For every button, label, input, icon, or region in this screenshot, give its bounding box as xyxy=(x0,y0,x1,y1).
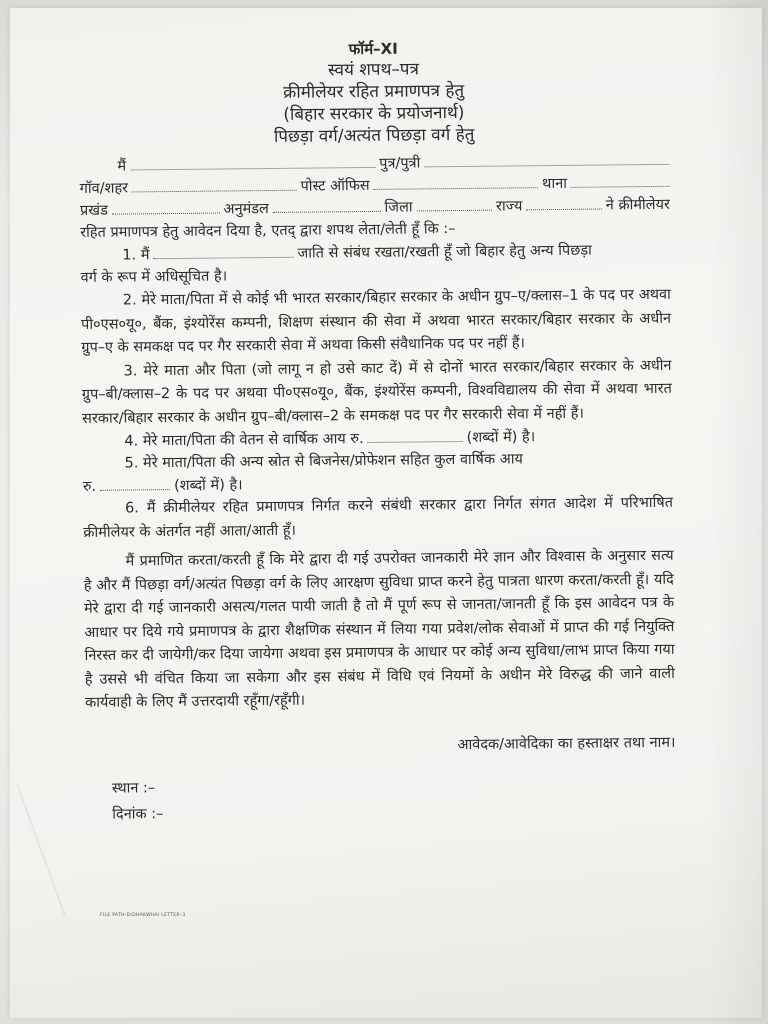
salary-income-field[interactable] xyxy=(368,427,463,443)
label-creamy: ने क्रीमीलेयर xyxy=(605,196,670,214)
point-5-label: रु. xyxy=(82,478,97,495)
place-date-block xyxy=(86,769,677,827)
declaration: मैं प्रमाणित करता/करती हूँ कि मेरे द्वारा दी गई उपरोक्त जानकारी मेरे ज्ञान और विश्वास के अनुसार सत्य है और मैं पिछड़ा वर्ग/अत्यंत पिछड़ा वर्ग के लिए आरक्षण सुविधा प्राप्त करने हेतु पात्रता धारण करता/करती हूँ। यदि मेरे द्वारा दी गई जानकारी असत्य/गलत पायी जाती है तो मैं पूर्ण रूप से जानता/जानती हूँ कि इस आवेदन पत्र के आधार पर दिये गये प्रमाणपत्र के द्वारा शैक्षणिक संस्थान में लिया गया प्रवेश/लोक सेवाओं में प्राप्त की गई नियुक्ति निरस्त कर दी जायेगी/कर दिया जायेगा अथवा इस प्रमाणपत्र के आधार पर कोई अन्य सुविधा/लाभ प्राप्त किया गया है उससे भी वंचित किया जा सकेगा और इस संबंध में विधि एवं नियमों के अधीन मेरे विरुद्ध की जाने वाली कार्यवाही के लिए मैं उत्तरदायी रहूँगा/रहूँगी। xyxy=(83,547,675,711)
file-path-note: FILE PATH-D/DHAKWHAI LETTER–3 xyxy=(100,913,186,918)
point-1-end: वर्ग के रूप में अधिसूचित है। xyxy=(80,268,228,286)
date-label: दिनांक :– xyxy=(112,805,164,823)
parent-name-field[interactable] xyxy=(424,150,669,168)
intro-text: रहित प्रमाणपत्र हेतु आवेदन दिया है, एतद् द्वारा शपथ लेता/लेती हूँ कि :– xyxy=(80,221,456,241)
place-label: स्थान :– xyxy=(111,779,156,797)
district-field[interactable] xyxy=(417,196,493,212)
form-title: स्वयं शपथ–पत्र xyxy=(327,59,420,81)
subdivision-field[interactable] xyxy=(273,197,381,213)
form-number: फॉर्म–XI xyxy=(348,39,398,59)
form-purpose: (बिहार सरकार के प्रयोजनार्थ) xyxy=(283,102,465,125)
other-income-field[interactable] xyxy=(100,475,170,491)
label-putra: पुत्र/पुत्री xyxy=(379,155,421,172)
block-field[interactable] xyxy=(112,199,220,215)
label-rajya: राज्य xyxy=(495,198,523,215)
point-5-text: 5. मेरे माता/पिता की अन्य स्रोत से बिजनेस/प्रोफेशन सहित कुल वार्षिक आय xyxy=(124,451,523,472)
point-1-text: जाति से संबंध रखता/रखती हूँ जो बिहार हेतु अन्य पिछड़ा xyxy=(297,242,592,262)
village-field[interactable] xyxy=(132,176,297,193)
form-category: पिछड़ा वर्ग/अत्यंत पिछड़ा वर्ग हेतु xyxy=(273,124,475,147)
name-field[interactable] xyxy=(130,153,375,171)
label-gaon: गॉव/शहर xyxy=(79,180,129,197)
label-thana: थाना xyxy=(542,175,568,193)
thana-field[interactable] xyxy=(571,172,670,188)
label-mai: मैं xyxy=(117,158,127,175)
label-anumandal: अनुमंडल xyxy=(223,201,269,218)
label-post-office: पोस्ट ऑफिस xyxy=(300,177,370,195)
point-4-end: (शब्दों में) है। xyxy=(466,429,536,446)
form-subtitle: क्रीमीलेयर रहित प्रमाणपत्र हेतु xyxy=(283,80,465,103)
state-field[interactable] xyxy=(526,195,602,211)
point-5-end: (शब्दों में) है। xyxy=(173,477,243,495)
point-2: 2. मेरे माता/पिता में से कोई भी भारत सरकार/बिहार सरकार के अधीन ग्रुप–ए/क्लास–1 के पद पर अथवा पी०एस०यू०, बैंक, इंश्योरेंस कम्पनी, शिक्षण संस्थान की सेवा में अथवा भारत सरकार/बिहार सरकार के अधीन ग्रुप–ए के समकक्ष पद पर गैर सरकारी सेवा में अथवा किसी संवैधानिक पद पर नहीं हैं। xyxy=(81,286,672,356)
point-4-text: 4. मेरे माता/पिता की वेतन से वार्षिक आय रु. xyxy=(124,431,364,450)
point-3: 3. मेरे माता और पिता (जो लागू न हो उसे काट दें) में से दोनों भारत सरकार/बिहार सरकार के अधीन ग्रुप–बी/क्लास–2 के पद पर अथवा पी०एस०यू०, बैंक, इंश्योरेंस कम्पनी, विश्वविद्यालय की सेवा में अथवा भारत सरकार/बिहार सरकार के अधीन ग्रुप–बी/क्लास–2 के समकक्ष पद पर गैर सरकारी सेवा में नहीं हैं। xyxy=(81,357,672,427)
label-zila: जिला xyxy=(384,199,413,216)
signature-line: आवेदक/आवेदिका का हस्ताक्षर तथा नाम। xyxy=(457,734,676,753)
point-1-label: 1. मैं xyxy=(122,247,150,264)
affidavit-form xyxy=(78,22,676,828)
label-prakhand: प्रखंड xyxy=(79,202,108,219)
point-6: 6. मैं क्रीमीलेयर रहित प्रमाणपत्र निर्गत करने संबंधी सरकार द्वारा निर्गत संगत आदेश में परिभाषित क्रीमीलेयर के अंतर्गत नहीं आता/आती हूँ। xyxy=(83,494,674,541)
post-office-field[interactable] xyxy=(374,173,539,190)
caste-field[interactable] xyxy=(153,243,293,259)
